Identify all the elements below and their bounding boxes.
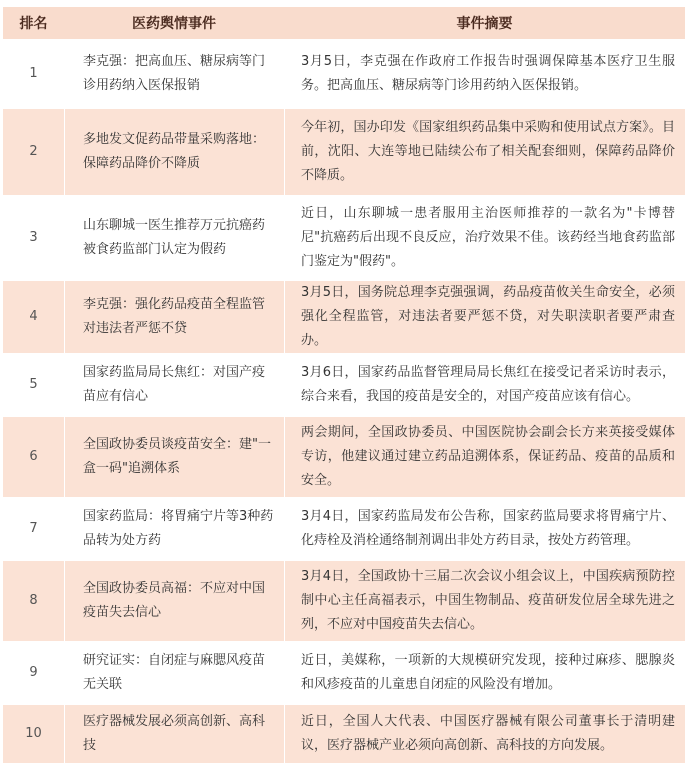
rank-cell: 7 [3, 500, 64, 558]
table-row [3, 644, 685, 702]
ranking-table [3, 4, 685, 766]
event-cell: 国家药监局局长焦红：对国产疫苗应有信心 [64, 356, 284, 414]
summary-cell: 3月6日，国家药品监督管理局局长焦红在接受记者采访时表示，综合来看，我国的疫苗是安全的，对国产疫苗应该有信心。 [284, 356, 685, 414]
summary-cell: 3月4日，全国政协十三届二次会议小组会议上，中国疾病预防控制中心主任高福表示，中国生物制品、疫苗研发位居全球先进之列，不应对中国疫苗失去信心。 [284, 561, 685, 641]
summary-cell: 近日，美媒称，一项新的大规模研究发现，接种过麻疹、腮腺炎和风疹疫苗的儿童患自闭症的风险没有增加。 [284, 644, 685, 702]
summary-cell: 近日，全国人大代表、中国医疗器械有限公司董事长于清明建议，医疗器械产业必须向高创新、高科技的方向发展。 [284, 705, 685, 763]
rank-cell: 3 [3, 198, 64, 278]
event-cell: 医疗器械发展必须高创新、高科技 [64, 705, 284, 763]
summary-cell: 3月4日，国家药监局发布公告称，国家药监局要求将胃痛宁片、化痔栓及消栓通络制剂调出非处方药目录，按处方药管理。 [284, 500, 685, 558]
table-row [3, 356, 685, 414]
rank-cell: 5 [3, 356, 64, 414]
rank-cell: 2 [3, 109, 64, 195]
summary-cell: 3月5日，李克强在作政府工作报告时强调保障基本医疗卫生服务。把高血压、糖尿病等门诊用药纳入医保报销。 [284, 42, 685, 106]
table-row [3, 198, 685, 278]
rank-cell: 10 [3, 705, 64, 763]
table-row [3, 500, 685, 558]
table-header-row [3, 7, 685, 39]
table-row [3, 561, 685, 641]
rank-cell: 1 [3, 42, 64, 106]
event-cell: 全国政协委员高福：不应对中国疫苗失去信心 [64, 561, 284, 641]
event-cell: 多地发文促药品带量采购落地：保障药品降价不降质 [64, 109, 284, 195]
header-summary: 事件摘要 [284, 7, 685, 39]
event-cell: 全国政协委员谈疫苗安全：建"一盒一码"追溯体系 [64, 417, 284, 497]
rank-cell: 6 [3, 417, 64, 497]
summary-cell: 今年初，国办印发《国家组织药品集中采购和使用试点方案》。目前，沈阳、大连等地已陆续公布了相关配套细则，保障药品降价不降质。 [284, 109, 685, 195]
rank-cell: 4 [3, 281, 64, 353]
rank-cell: 9 [3, 644, 64, 702]
table-row [3, 42, 685, 106]
event-cell: 李克强：强化药品疫苗全程监管 对违法者严惩不贷 [64, 281, 284, 353]
table-row [3, 417, 685, 497]
summary-cell: 3月5日，国务院总理李克强强调，药品疫苗攸关生命安全，必须强化全程监管，对违法者要严惩不贷，对失职渎职者要严肃查办。 [284, 281, 685, 353]
table-row [3, 281, 685, 353]
summary-cell: 近日，山东聊城一患者服用主治医师推荐的一款名为"卡博替尼"抗癌药后出现不良反应，治疗效果不佳。该药经当地食药监部门鉴定为"假药"。 [284, 198, 685, 278]
header-rank: 排名 [3, 7, 64, 39]
rank-cell: 8 [3, 561, 64, 641]
table-row [3, 109, 685, 195]
table-row [3, 705, 685, 763]
header-event: 医药舆情事件 [64, 7, 284, 39]
event-cell: 研究证实：自闭症与麻腮风疫苗无关联 [64, 644, 284, 702]
event-cell: 李克强：把高血压、糖尿病等门诊用药纳入医保报销 [64, 42, 284, 106]
summary-cell: 两会期间，全国政协委员、中国医院协会副会长方来英接受媒体专访，他建议通过建立药品追溯体系，保证药品、疫苗的品质和安全。 [284, 417, 685, 497]
event-cell: 山东聊城一医生推荐万元抗癌药 被食药监部门认定为假药 [64, 198, 284, 278]
event-cell: 国家药监局：将胃痛宁片等3种药品转为处方药 [64, 500, 284, 558]
